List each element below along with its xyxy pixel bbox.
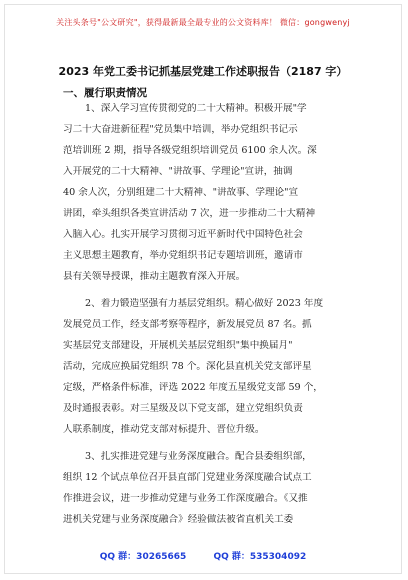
paragraph-line: 实基层党支部建设，开展机关基层党组织"集中换届月" xyxy=(63,340,293,351)
paragraph-line: 主义思想主题教育，举办党组织书记专题培训班，邀请市 xyxy=(63,250,303,261)
contact-footer xyxy=(5,549,401,562)
document-page xyxy=(4,4,402,574)
paragraph-line: 进机关党建与业务深度融合》经验做法被省直机关工委 xyxy=(63,514,294,525)
paragraph-line: 及时通报表彰。对三星级及以下党支部，建立党组织负责 xyxy=(63,403,303,414)
paragraph-line: 入脑入心。扎实开展学习贯彻习近平新时代中国特色社会 xyxy=(63,229,303,240)
paragraph-line: 人联系制度，推动党支部对标提升、晋位升级。 xyxy=(63,424,265,435)
section-heading: 一、履行职责情况 xyxy=(63,87,147,99)
paragraph-line: 40 余人次，分别组建二十大精神、"讲故事、学理论"宣 xyxy=(63,187,299,198)
paragraph-line: 范培训班 2 期，指导各级党组织培训党员 6100 余人次。深 xyxy=(63,145,317,156)
paragraph-line: 2、着力锻造坚强有力基层党组织。精心做好 2023 年度 xyxy=(85,298,324,309)
paragraph-line: 习二十大奋进新征程"党员集中培训，举办党组织书记示 xyxy=(63,124,298,135)
paragraph-line: 定级，严格条件标准，评选 2022 年度五星级党支部 59 个， xyxy=(63,382,323,393)
paragraph-line: 作推进会议，进一步推动党建与业务工作深度融合。《又推 xyxy=(63,493,308,504)
paragraph-line: 入开展党的二十大精神、"讲故事、学理论"宣讲，抽调 xyxy=(63,166,293,177)
paragraph-line: 活动，完成应换届党组织 78 个。深化县直机关党支部评星 xyxy=(63,361,312,372)
paragraph-line: 县有关领导授课，推动主题教育深入开展。 xyxy=(63,271,246,282)
paragraph-line: 1、深入学习宣传贯彻党的二十大精神。积极开展"学 xyxy=(85,103,307,114)
qq-group-2: QQ 群：535304092 xyxy=(213,552,307,562)
promo-banner: 关注头条号"公文研究"，获得最新最全最专业的公文资料库！ 微信：gongwenyj xyxy=(56,18,350,27)
paragraph-line: 发展党员工作，经支部考察等程序，新发展党员 87 名。抓 xyxy=(63,319,312,330)
document-title: 2023 年党工委书记抓基层党建工作述职报告（2187 字） xyxy=(58,65,348,78)
paragraph-line: 讲团，牵头组织各类宣讲活动 7 次，进一步推动二十大精神 xyxy=(63,208,316,219)
paragraph-line: 3、扎实推进党建与业务深度融合。配合县委组织部， xyxy=(85,451,312,462)
paragraph-line: 组织 12 个试点单位召开县直部门党建业务深度融合试点工 xyxy=(63,472,312,483)
qq-group-1: QQ 群：30265665 xyxy=(99,552,187,562)
